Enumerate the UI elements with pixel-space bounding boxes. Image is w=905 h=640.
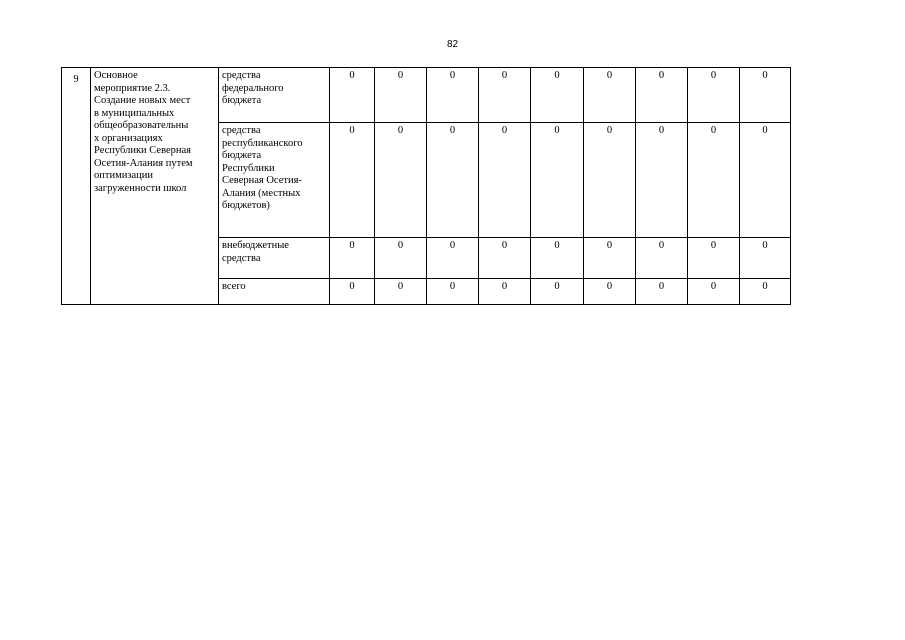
value-cell: 0 xyxy=(740,68,791,123)
value-cell: 0 xyxy=(688,238,740,279)
value-cell: 0 xyxy=(636,123,688,238)
funding-source-line: бюджета xyxy=(222,150,262,161)
value-cell: 0 xyxy=(479,279,531,305)
value-cell: 0 xyxy=(584,123,636,238)
funding-source xyxy=(219,123,330,238)
value-cell: 0 xyxy=(330,279,375,305)
value-cell: 0 xyxy=(427,279,479,305)
funding-source-line: федерального xyxy=(222,82,284,94)
event-line: Республики Северная xyxy=(94,145,192,156)
funding-source-line: средства xyxy=(222,70,261,81)
value-cell: 0 xyxy=(531,68,584,123)
value-cell: 0 xyxy=(375,279,427,305)
value-cell: 0 xyxy=(584,238,636,279)
value-cell: 0 xyxy=(584,68,636,123)
event-line: оптимизации xyxy=(94,170,154,181)
funding-source-line: Алания (местных xyxy=(222,187,301,199)
funding-source-line: средства xyxy=(222,252,261,264)
value-cell: 0 xyxy=(479,123,531,238)
budget-table xyxy=(61,67,791,305)
event-line: х организациях xyxy=(94,132,163,144)
value-cell: 0 xyxy=(740,123,791,238)
table-row xyxy=(62,68,791,123)
funding-source-line: внебюджетные xyxy=(222,240,289,251)
value-cell: 0 xyxy=(479,68,531,123)
page-number: 82 xyxy=(446,39,459,50)
funding-source-line: Республики xyxy=(222,162,275,174)
value-cell: 0 xyxy=(688,68,740,123)
event-line: Осетия-Алания путем xyxy=(94,157,193,169)
event-line: Основное xyxy=(94,70,138,81)
value-cell: 0 xyxy=(740,238,791,279)
funding-source-line: республиканского xyxy=(222,137,303,149)
value-cell: 0 xyxy=(330,68,375,123)
value-cell: 0 xyxy=(427,68,479,123)
funding-source xyxy=(219,68,330,123)
value-cell: 0 xyxy=(531,238,584,279)
funding-source xyxy=(219,238,330,279)
funding-source-line: Северная Осетия- xyxy=(222,175,302,186)
value-cell: 0 xyxy=(375,123,427,238)
value-cell: 0 xyxy=(330,123,375,238)
value-cell: 0 xyxy=(688,279,740,305)
value-cell: 0 xyxy=(427,123,479,238)
event-description xyxy=(91,68,219,305)
value-cell: 0 xyxy=(584,279,636,305)
value-cell: 0 xyxy=(427,238,479,279)
event-line: общеобразовательны xyxy=(94,120,189,131)
value-cell: 0 xyxy=(375,238,427,279)
value-cell: 0 xyxy=(688,123,740,238)
funding-source-line: бюджетов) xyxy=(222,200,270,211)
row-index: 9 xyxy=(62,68,91,305)
value-cell: 0 xyxy=(330,238,375,279)
event-line: в муниципальных xyxy=(94,107,175,119)
value-cell: 0 xyxy=(636,279,688,305)
funding-source-line: бюджета xyxy=(222,95,262,106)
value-cell: 0 xyxy=(375,68,427,123)
funding-source-line: всего xyxy=(222,281,246,292)
funding-source-line: средства xyxy=(222,125,261,136)
value-cell: 0 xyxy=(636,68,688,123)
value-cell: 0 xyxy=(740,279,791,305)
event-line: мероприятие 2.3. xyxy=(94,82,171,94)
value-cell: 0 xyxy=(636,238,688,279)
value-cell: 0 xyxy=(531,279,584,305)
funding-source xyxy=(219,279,330,305)
event-line: Создание новых мест xyxy=(94,95,191,106)
event-line: загруженности школ xyxy=(94,182,187,194)
value-cell: 0 xyxy=(479,238,531,279)
value-cell: 0 xyxy=(531,123,584,238)
